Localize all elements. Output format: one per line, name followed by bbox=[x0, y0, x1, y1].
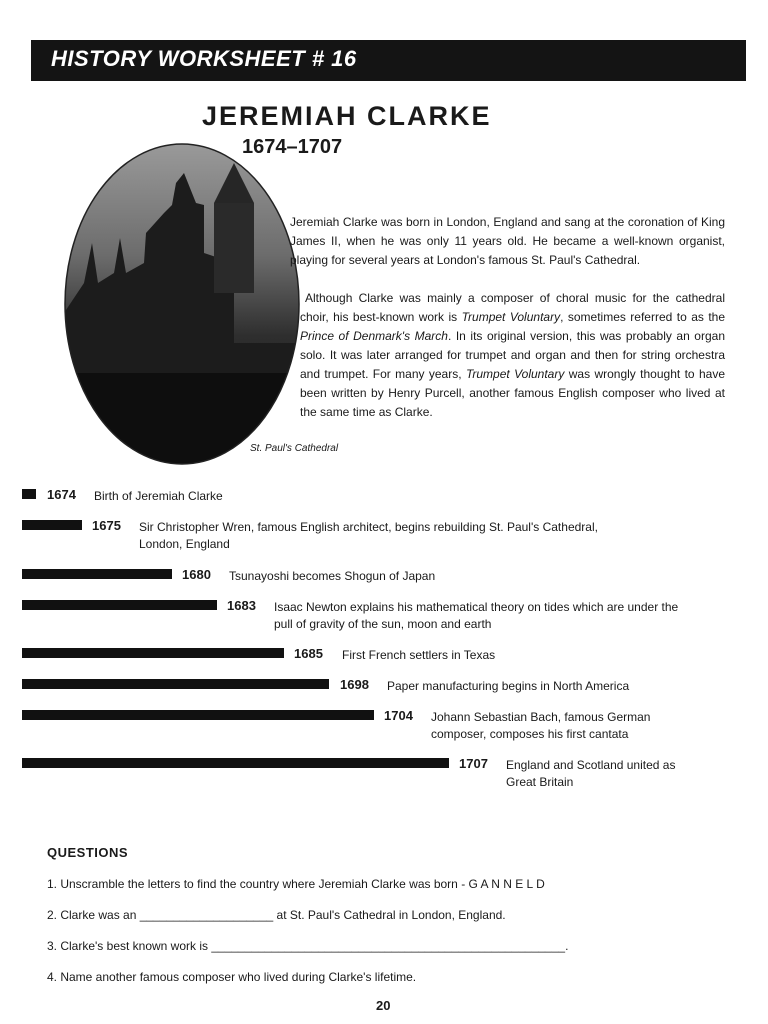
question-4: 4. Name another famous composer who lived during Clarke's lifetime. bbox=[47, 970, 417, 984]
page-title: JEREMIAH CLARKE bbox=[202, 101, 492, 131]
timeline-year: 1685 bbox=[294, 646, 323, 661]
intro-paragraph bbox=[290, 213, 725, 270]
timeline-event bbox=[342, 647, 495, 664]
timeline-event bbox=[274, 599, 678, 633]
timeline-bar bbox=[22, 679, 329, 689]
timeline-event-line: Tsunayoshi becomes Shogun of Japan bbox=[229, 569, 436, 583]
timeline-event-line: Paper manufacturing begins in North America bbox=[387, 679, 630, 693]
work-paragraph bbox=[300, 289, 725, 422]
timeline-bar bbox=[22, 569, 172, 579]
timeline-event-line: pull of gravity of the sun, moon and earth bbox=[274, 617, 492, 631]
timeline-bar bbox=[22, 489, 36, 499]
life-dates: 1674–1707 bbox=[242, 136, 343, 158]
work-paragraph-part2: , sometimes referred to as the bbox=[560, 310, 726, 324]
timeline-bar bbox=[22, 520, 82, 530]
timeline-year: 1675 bbox=[92, 518, 121, 533]
page-number: 20 bbox=[376, 998, 391, 1013]
timeline-event-line: Isaac Newton explains his mathematical theory on tides which are under the bbox=[274, 600, 679, 614]
worksheet-header-bar bbox=[31, 40, 746, 81]
question-1: 1. Unscramble the letters to find the country where Jeremiah Clarke was born - G A N N E L D bbox=[47, 877, 545, 891]
timeline-event-line: Great Britain bbox=[506, 775, 574, 789]
cathedral-photo bbox=[64, 143, 300, 465]
timeline-event bbox=[229, 568, 435, 585]
timeline-event-line: First French settlers in Texas bbox=[342, 648, 496, 662]
work-paragraph-part4: was wrongly thought to have been written by Henry Purcell, another famous English composer who lived at the same time as Clarke. bbox=[300, 367, 725, 419]
timeline-year: 1674 bbox=[47, 487, 76, 502]
timeline-event bbox=[431, 709, 650, 743]
work-title-italic-1: Trumpet Voluntary bbox=[461, 310, 561, 324]
timeline-event-line: Birth of Jeremiah Clarke bbox=[94, 489, 223, 503]
timeline-event bbox=[94, 488, 223, 505]
timeline-event bbox=[139, 519, 598, 553]
timeline-year: 1683 bbox=[227, 598, 256, 613]
worksheet-header-title: HISTORY WORKSHEET # 16 bbox=[51, 46, 357, 71]
timeline-event-line: London, England bbox=[139, 537, 230, 551]
work-paragraph-part3: . In its original version, this was probably an organ solo. It was later arranged for trumpet and organ and then for string orchestra and trumpet. For many years, bbox=[300, 329, 725, 381]
timeline-year: 1698 bbox=[340, 677, 369, 692]
work-title-italic-2: Trumpet Voluntary bbox=[465, 367, 565, 381]
questions-heading: QUESTIONS bbox=[47, 845, 129, 860]
timeline-event-line: Sir Christopher Wren, famous English architect, begins rebuilding St. Paul's Cathedral, bbox=[139, 520, 598, 534]
timeline-bar bbox=[22, 648, 284, 658]
photo-caption: St. Paul's Cathedral bbox=[250, 443, 339, 454]
timeline-event-line: England and Scotland united as bbox=[506, 758, 676, 772]
question-3: 3. Clarke's best known work is _____________________________________________________. bbox=[47, 939, 569, 953]
timeline-bar bbox=[22, 710, 374, 720]
timeline-bar bbox=[22, 600, 217, 610]
timeline-event bbox=[506, 757, 675, 791]
timeline-year: 1680 bbox=[182, 567, 211, 582]
work-paragraph-part1: Although Clarke was mainly a composer of choral music for the cathedral choir, his best-known work is bbox=[300, 291, 725, 324]
intro-paragraph-text: Jeremiah Clarke was born in London, England and sang at the coronation of King James II, when he was only 11 years old. He became a well-known organist, playing for several years at London's famous St. Paul's Cathedral. bbox=[290, 215, 725, 267]
timeline-bar bbox=[22, 758, 449, 768]
question-2: 2. Clarke was an ____________________ at St. Paul's Cathedral in London, England. bbox=[47, 908, 506, 922]
timeline-event-line: Johann Sebastian Bach, famous German bbox=[431, 710, 651, 724]
timeline-year: 1704 bbox=[384, 708, 413, 723]
timeline-year: 1707 bbox=[459, 756, 488, 771]
march-title-italic: Prince of Denmark's March bbox=[300, 329, 448, 343]
timeline-event-line: composer, composes his first cantata bbox=[431, 727, 629, 741]
timeline-event bbox=[387, 678, 629, 695]
